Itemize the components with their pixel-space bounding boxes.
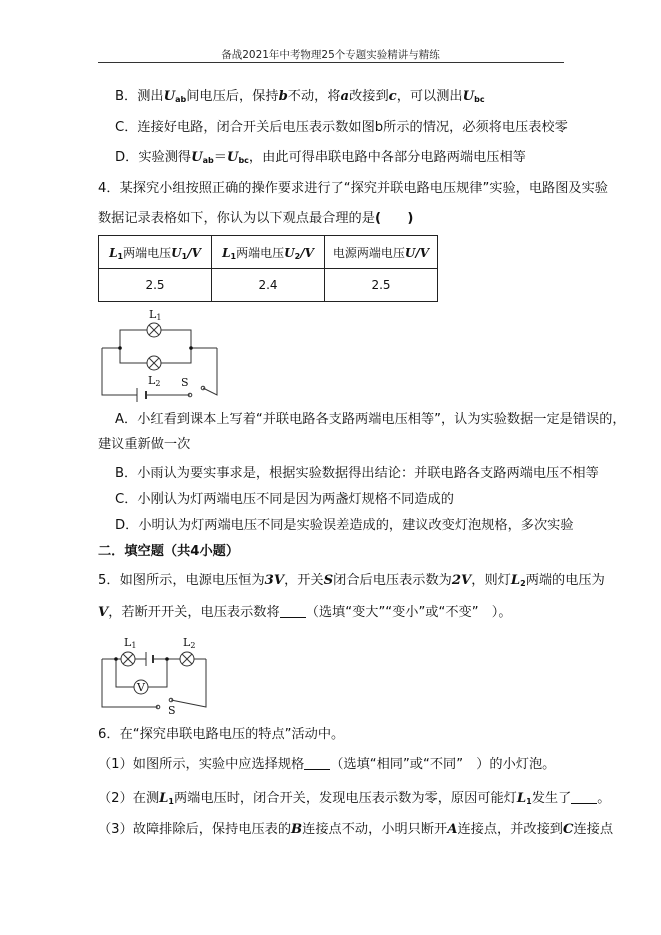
data-table [98, 235, 438, 302]
q4-option-c: C．小刚认为灯两端电压不同是因为两盏灯规格不同造成的 [115, 492, 454, 507]
var: U [462, 89, 475, 104]
table-cell: 2.4 [212, 269, 325, 302]
answer-paren: ( ) [374, 211, 414, 226]
unit: /V [300, 245, 314, 260]
text: ＝ [213, 150, 227, 165]
q3-option-c: C．连接好电路，闭合开关后电压表示数如图b所示的情况，必须将电压表校零 [115, 120, 568, 135]
q4-line-2 [98, 210, 413, 228]
text: （选填“变大”“变小”或“不变” ）。 [305, 605, 512, 620]
q4-line-1: 4．某探究小组按照正确的操作要求进行了“探究并联电路电压规律”实验，电路图及实验 [98, 181, 608, 196]
var: L [222, 245, 231, 260]
text: 间电压后，保持 [186, 89, 279, 104]
var: U [284, 245, 295, 260]
table-cell: 2.5 [99, 269, 212, 302]
col-l2-voltage [212, 236, 325, 269]
var: c [388, 89, 397, 104]
lamp-l2-label: L2 [183, 636, 196, 650]
q5-line-2 [98, 604, 512, 622]
q4-option-b: B．小雨认为要实事求是，根据实验数据得出结论：并联电路各支路两端电压不相等 [115, 466, 599, 481]
var: b [278, 89, 288, 104]
col-source-voltage [325, 236, 438, 269]
sub: 2 [520, 579, 526, 588]
voltmeter-label: V [137, 681, 145, 694]
text: （2）在测 [98, 791, 160, 806]
section-title: 二．填空题（共4小题） [98, 544, 240, 559]
sub: 1 [181, 251, 188, 261]
var: L [516, 791, 527, 806]
answer-blank[interactable] [571, 791, 597, 804]
text: （1）如图所示，实验中应选择规格 [98, 757, 305, 772]
header-rule [98, 62, 564, 63]
parallel-circuit-diagram [95, 305, 225, 405]
text: 。 [597, 791, 611, 806]
q6-part-1 [98, 756, 555, 774]
text: ，可以测出 [396, 89, 463, 104]
text: 两端电压 [236, 245, 285, 260]
var: B [291, 822, 303, 837]
var: U [226, 150, 239, 165]
sub: 1 [230, 251, 237, 261]
q5-line-1 [98, 572, 605, 593]
var: A [447, 822, 458, 837]
sub: bc [474, 95, 485, 104]
switch-label: S [168, 704, 176, 716]
text: ，开关 [284, 573, 324, 588]
q3-option-d [115, 149, 526, 170]
junction-node [189, 346, 193, 350]
q6-part-3 [98, 821, 613, 839]
text: 连接点 [573, 822, 614, 837]
text: ，若断开开关，电压表示数将 [108, 605, 280, 620]
unit: /V [415, 245, 430, 260]
text: （3）故障排除后，保持电压表的 [98, 822, 292, 837]
answer-blank[interactable] [280, 605, 306, 618]
q6-title: 6．在“探究串联电路电压的特点”活动中。 [98, 727, 345, 742]
var: L [159, 791, 169, 806]
text: 两端的电压为 [525, 573, 605, 588]
var: V [98, 605, 109, 620]
switch-label: S [181, 376, 189, 389]
var: a [340, 89, 350, 104]
var: U [191, 150, 203, 165]
var: L [109, 245, 118, 260]
answer-blank[interactable] [304, 757, 330, 770]
series-circuit-diagram [96, 632, 216, 716]
lamp-l1-label: L1 [124, 636, 137, 650]
text: 发生了 [531, 791, 572, 806]
text: 5．如图所示，电源电压恒为 [98, 573, 265, 588]
junction-node [118, 346, 122, 350]
text: B．测出 [115, 89, 164, 104]
col-l1-voltage [99, 236, 212, 269]
page-header: 备战2021年中考物理25个专题实验精讲与精练 [221, 49, 440, 61]
var: S [323, 573, 334, 588]
lamp-l1-label: L1 [149, 308, 162, 322]
text: 数据记录表格如下，你认为以下观点最合理的是 [98, 211, 375, 226]
text: 不动，将 [287, 89, 341, 104]
text: （选填“相同”或“不同” ）的小灯泡。 [330, 757, 556, 772]
q3-option-b [115, 88, 485, 109]
lamp-l2-label: L2 [148, 374, 161, 388]
table-row [99, 269, 438, 302]
sub: 1 [526, 797, 532, 806]
text: 两端电压 [123, 245, 172, 260]
sub: bc [238, 156, 249, 165]
table-cell: 2.5 [325, 269, 438, 302]
text: ，由此可得串联电路中各部分电路两端电压相等 [248, 150, 526, 165]
q4-option-a-line-2: 建议重新做一次 [98, 437, 191, 452]
var: U [404, 245, 416, 260]
text: D．实验测得 [115, 150, 192, 165]
q6-part-2 [98, 790, 610, 811]
text: 连接点，并改接到 [457, 822, 563, 837]
table-header-row [99, 236, 438, 269]
var: 3V [264, 573, 285, 588]
junction-node [165, 657, 169, 661]
text: 闭合后电压表示数为 [333, 573, 452, 588]
junction-node [114, 657, 118, 661]
text: ，则灯 [471, 573, 511, 588]
text: 改接到 [349, 89, 389, 104]
q4-option-d: D．小明认为灯两端电压不同是实验误差造成的，建议改变灯泡规格，多次实验 [115, 518, 574, 533]
var: L [510, 573, 521, 588]
sub: ab [202, 156, 214, 165]
text: 两端电压时，闭合开关，发现电压表示数为零，原因可能灯 [174, 791, 517, 806]
sub: 1 [117, 251, 124, 261]
text: 电源两端电压 [332, 245, 405, 260]
var: U [171, 245, 182, 260]
var: U [163, 89, 176, 104]
sub: 2 [294, 251, 301, 261]
unit: /V [187, 245, 201, 260]
var: 2V [451, 573, 472, 588]
sub: 1 [168, 797, 174, 806]
var: C [562, 822, 574, 837]
q4-option-a-line-1: A．小红看到课本上写着“并联电路各支路两端电压相等”，认为实验数据一定是错误的， [115, 412, 626, 427]
sub: ab [175, 95, 187, 104]
text: 连接点不动，小明只断开 [302, 822, 448, 837]
